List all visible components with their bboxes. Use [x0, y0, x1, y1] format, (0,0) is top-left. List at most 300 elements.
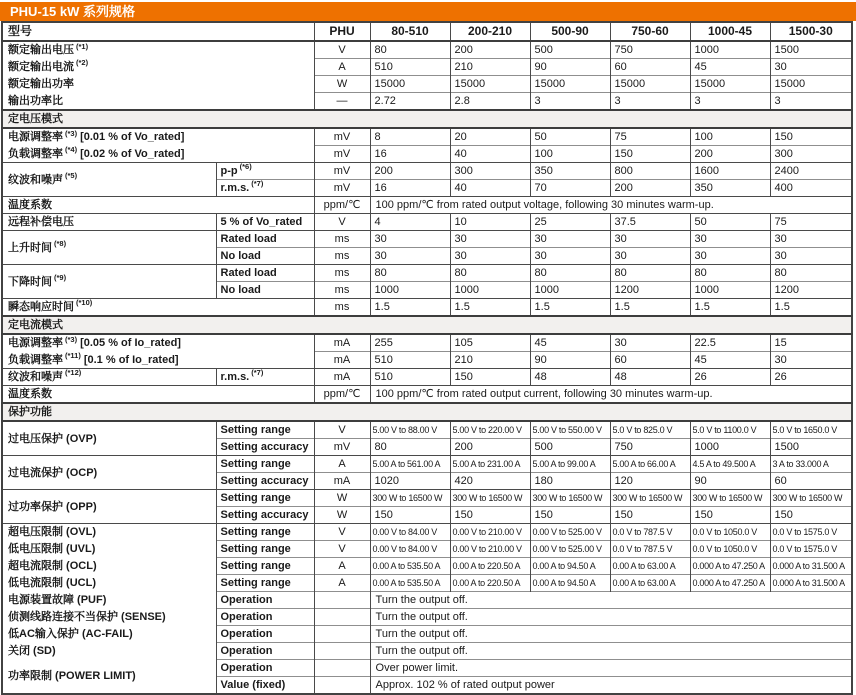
- value-cell: 200: [690, 146, 770, 163]
- value-cell: 5.0 V to 1100.0 V: [690, 421, 770, 439]
- model-header-500-90: 500-90: [530, 22, 610, 41]
- value-cell: 22.5: [690, 334, 770, 352]
- unit-cell: ms: [314, 282, 370, 299]
- value-cell: 0.00 V to 84.00 V: [370, 524, 450, 541]
- value-cell: 10: [450, 214, 530, 231]
- row-label-condition: [0.01 % of Vo_rated]: [80, 131, 185, 144]
- value-cell: 0.00 A to 94.50 A: [530, 575, 610, 592]
- row-label-text: 侦测线路连接不当保护 (SENSE): [8, 611, 166, 623]
- value-cell: 80: [770, 265, 852, 282]
- row-label: [2, 660, 216, 695]
- value-cell: 150: [370, 507, 450, 524]
- unit-cell: [314, 660, 370, 677]
- value-cell: 4: [370, 214, 450, 231]
- row-label: [2, 456, 216, 490]
- value-cell: 30: [450, 231, 530, 248]
- spec-row: [2, 660, 852, 677]
- value-cell: 180: [530, 473, 610, 490]
- sub-label: [216, 163, 314, 180]
- value-cell: 1.5: [610, 299, 690, 317]
- value-cell: 30: [370, 231, 450, 248]
- row-label-text: 温度系数: [8, 388, 52, 400]
- datasheet-page: [0, 2, 856, 695]
- sub-label-text: Setting accuracy: [220, 509, 309, 521]
- sub-label-text: No load: [220, 250, 261, 262]
- footnote-marker: (*8): [54, 238, 67, 248]
- value-cell: 350: [690, 180, 770, 197]
- value-cell: 1600: [690, 163, 770, 180]
- row-label-text: 上升时间: [8, 241, 52, 254]
- value-cell: 2.72: [370, 93, 450, 111]
- unit-cell: ms: [314, 299, 370, 317]
- value-cell: 800: [610, 163, 690, 180]
- unit-cell: mV: [314, 146, 370, 163]
- spec-row: [2, 214, 852, 231]
- value-cell: 0.0 V to 1050.0 V: [690, 524, 770, 541]
- sub-label: [216, 473, 314, 490]
- value-cell: 100: [530, 146, 610, 163]
- footnote-marker: (*9): [54, 272, 67, 282]
- value-cell: 16: [370, 146, 450, 163]
- sub-label: [216, 609, 314, 626]
- sub-label-text: Operation: [220, 662, 273, 674]
- spec-row: [2, 128, 852, 146]
- sub-label: [216, 231, 314, 248]
- value-cell: 200: [450, 41, 530, 59]
- row-label: [2, 299, 314, 317]
- value-cell: 37.5: [610, 214, 690, 231]
- value-cell: 1020: [370, 473, 450, 490]
- value-cell: 1000: [370, 282, 450, 299]
- sub-label: [216, 660, 314, 677]
- spec-row: [2, 609, 852, 626]
- spec-row: [2, 490, 852, 507]
- model-column-header: 型号: [2, 22, 314, 41]
- value-cell: 0.000 A to 47.250 A: [690, 575, 770, 592]
- unit-cell: mV: [314, 180, 370, 197]
- value-cell: 510: [370, 59, 450, 76]
- sub-label: [216, 575, 314, 592]
- unit-cell: A: [314, 456, 370, 473]
- footnote-marker: (*7): [251, 179, 264, 189]
- footnote-marker: (*3): [65, 334, 78, 344]
- spec-row: [2, 59, 852, 76]
- value-cell: 30: [370, 248, 450, 265]
- footnote-marker: (*1): [76, 41, 89, 51]
- section-title: 保护功能: [2, 403, 852, 421]
- spec-row: [2, 456, 852, 473]
- span-value-cell: Turn the output off.: [370, 609, 852, 626]
- row-label-condition: [0.05 % of Io_rated]: [80, 337, 181, 350]
- value-cell: 0.0 V to 1575.0 V: [770, 541, 852, 558]
- unit-cell: mA: [314, 352, 370, 369]
- span-value-cell: Turn the output off.: [370, 643, 852, 660]
- row-label: [2, 146, 314, 163]
- row-label: [2, 386, 314, 404]
- value-cell: 60: [610, 59, 690, 76]
- spec-row: [2, 231, 852, 248]
- section-title: 定电压模式: [2, 110, 852, 128]
- row-label: [2, 231, 216, 265]
- value-cell: 300 W to 16500 W: [770, 490, 852, 507]
- value-cell: 5.0 V to 1650.0 V: [770, 421, 852, 439]
- row-label-text: 负载调整率: [8, 147, 63, 160]
- value-cell: 0.0 V to 787.5 V: [610, 541, 690, 558]
- row-label: [2, 334, 314, 352]
- value-cell: 750: [610, 439, 690, 456]
- sub-label: [216, 248, 314, 265]
- value-cell: 5.00 A to 231.00 A: [450, 456, 530, 473]
- phu-column-header: PHU: [314, 22, 370, 41]
- spec-row: [2, 163, 852, 180]
- value-cell: 300 W to 16500 W: [690, 490, 770, 507]
- value-cell: 2400: [770, 163, 852, 180]
- unit-cell: V: [314, 214, 370, 231]
- sub-label: [216, 524, 314, 541]
- value-cell: 30: [530, 248, 610, 265]
- value-cell: 0.0 V to 1575.0 V: [770, 524, 852, 541]
- row-label-text: 瞬态响应时间: [8, 301, 74, 313]
- value-cell: 30: [770, 59, 852, 76]
- value-cell: 420: [450, 473, 530, 490]
- value-cell: 0.00 A to 63.00 A: [610, 558, 690, 575]
- value-cell: 100: [690, 128, 770, 146]
- footnote-marker: (*3): [65, 128, 78, 138]
- spec-row: [2, 265, 852, 282]
- sub-label-text: Value (fixed): [220, 679, 286, 691]
- row-label-text: 电源调整率: [8, 337, 63, 350]
- sub-label-text: r.m.s.: [220, 182, 250, 194]
- sub-label-text: Setting range: [220, 543, 291, 555]
- row-label-text: 低电压限制 (UVL): [8, 543, 96, 555]
- value-cell: 70: [530, 180, 610, 197]
- row-label-text: 额定输出电压: [8, 44, 74, 57]
- value-cell: 0.00 A to 535.50 A: [370, 575, 450, 592]
- value-cell: 30: [770, 231, 852, 248]
- row-label: [2, 76, 314, 93]
- value-cell: 150: [450, 369, 530, 386]
- unit-cell: A: [314, 558, 370, 575]
- value-cell: 200: [610, 180, 690, 197]
- value-cell: 0.00 V to 84.00 V: [370, 541, 450, 558]
- value-cell: 5.00 A to 66.00 A: [610, 456, 690, 473]
- value-cell: 0.00 A to 63.00 A: [610, 575, 690, 592]
- value-cell: 80: [450, 265, 530, 282]
- sub-label-text: Setting range: [220, 424, 291, 436]
- value-cell: 16: [370, 180, 450, 197]
- footnote-marker: (*10): [76, 298, 93, 308]
- row-label-text: 功率限制 (POWER LIMIT): [8, 670, 136, 683]
- value-cell: 50: [530, 128, 610, 146]
- value-cell: 30: [690, 248, 770, 265]
- value-cell: 30: [530, 231, 610, 248]
- value-cell: 30: [690, 231, 770, 248]
- value-cell: 5.00 A to 561.00 A: [370, 456, 450, 473]
- row-label-text: 低AC输入保护 (AC-FAIL): [8, 628, 133, 640]
- value-cell: 200: [370, 163, 450, 180]
- unit-cell: mV: [314, 128, 370, 146]
- series-title-bar: [0, 2, 856, 21]
- sub-label: [216, 541, 314, 558]
- row-label: [2, 59, 314, 76]
- value-cell: 48: [530, 369, 610, 386]
- value-cell: 80: [530, 265, 610, 282]
- spec-row: [2, 41, 852, 59]
- unit-cell: A: [314, 575, 370, 592]
- value-cell: 150: [530, 507, 610, 524]
- row-label: [2, 128, 314, 146]
- spec-row: [2, 352, 852, 369]
- row-label: [2, 558, 216, 575]
- table-head: [2, 22, 852, 41]
- sub-label: [216, 369, 314, 386]
- value-cell: 400: [770, 180, 852, 197]
- value-cell: 15000: [450, 76, 530, 93]
- unit-cell: [314, 677, 370, 695]
- footnote-marker: (*11): [65, 351, 81, 361]
- sub-label-text: Operation: [220, 645, 273, 657]
- value-cell: 5.00 V to 88.00 V: [370, 421, 450, 439]
- value-cell: 80: [370, 265, 450, 282]
- value-cell: 0.00 A to 220.50 A: [450, 575, 530, 592]
- value-cell: 1.5: [690, 299, 770, 317]
- value-cell: 48: [610, 369, 690, 386]
- sub-label: [216, 265, 314, 282]
- value-cell: 30: [770, 352, 852, 369]
- section-row: [2, 110, 852, 128]
- sub-label-text: Operation: [220, 628, 273, 640]
- spec-row: [2, 76, 852, 93]
- value-cell: 1.5: [450, 299, 530, 317]
- sub-label: [216, 626, 314, 643]
- row-label: [2, 592, 216, 609]
- model-header-80-510: 80-510: [370, 22, 450, 41]
- model-header-200-210: 200-210: [450, 22, 530, 41]
- value-cell: 45: [690, 59, 770, 76]
- value-cell: 5.00 A to 99.00 A: [530, 456, 610, 473]
- value-cell: 1000: [690, 41, 770, 59]
- value-cell: 0.00 V to 525.00 V: [530, 524, 610, 541]
- unit-cell: W: [314, 507, 370, 524]
- sub-label-text: Setting range: [220, 577, 291, 589]
- row-label-text: 超电压限制 (OVL): [8, 526, 96, 539]
- value-cell: 8: [370, 128, 450, 146]
- footnote-marker: (*2): [76, 58, 89, 68]
- spec-row: [2, 643, 852, 660]
- value-cell: 90: [690, 473, 770, 490]
- row-label-condition: [0.02 % of Vo_rated]: [80, 147, 185, 160]
- row-label: [2, 575, 216, 592]
- value-cell: 80: [610, 265, 690, 282]
- value-cell: 30: [770, 248, 852, 265]
- value-cell: 80: [370, 439, 450, 456]
- unit-cell: ms: [314, 265, 370, 282]
- row-label: [2, 265, 216, 299]
- value-cell: 5.0 V to 825.0 V: [610, 421, 690, 439]
- row-label: [2, 163, 216, 197]
- value-cell: 500: [530, 41, 610, 59]
- row-label: [2, 197, 314, 214]
- row-label-text: 电源装置故障 (PUF): [8, 594, 107, 606]
- spec-row: [2, 334, 852, 352]
- sub-label-text: Setting accuracy: [220, 441, 309, 453]
- model-header-1500-30: 1500-30: [770, 22, 852, 41]
- unit-cell: V: [314, 421, 370, 439]
- value-cell: 150: [450, 507, 530, 524]
- value-cell: 0.0 V to 787.5 V: [610, 524, 690, 541]
- value-cell: 80: [690, 265, 770, 282]
- span-value-cell: Approx. 102 % of rated output power: [370, 677, 852, 695]
- row-label: [2, 490, 216, 524]
- value-cell: 750: [610, 41, 690, 59]
- value-cell: 0.00 A to 94.50 A: [530, 558, 610, 575]
- value-cell: 3: [690, 93, 770, 111]
- section-title: 定电流模式: [2, 316, 852, 334]
- value-cell: 30: [450, 248, 530, 265]
- value-cell: 1.5: [530, 299, 610, 317]
- spec-row: [2, 421, 852, 439]
- value-cell: 15000: [370, 76, 450, 93]
- unit-cell: mV: [314, 439, 370, 456]
- value-cell: 26: [690, 369, 770, 386]
- value-cell: 0.00 V to 525.00 V: [530, 541, 610, 558]
- value-cell: 30: [610, 248, 690, 265]
- row-label-condition: [0.1 % of Io_rated]: [83, 353, 179, 366]
- value-cell: 3: [770, 93, 852, 111]
- spec-row: [2, 541, 852, 558]
- row-label: [2, 421, 216, 456]
- value-cell: 210: [450, 59, 530, 76]
- value-cell: 5.00 V to 550.00 V: [530, 421, 610, 439]
- span-value-cell: 100 ppm/℃ from rated output voltage, following 30 minutes warm-up.: [370, 197, 852, 214]
- value-cell: 1000: [690, 282, 770, 299]
- spec-row: [2, 299, 852, 317]
- row-label-text: 纹波和噪声: [8, 371, 63, 383]
- unit-cell: [314, 609, 370, 626]
- row-label-text: 过功率保护 (OPP): [8, 500, 97, 513]
- spec-row: [2, 93, 852, 111]
- unit-cell: [314, 643, 370, 660]
- value-cell: 15000: [770, 76, 852, 93]
- value-cell: 1500: [770, 439, 852, 456]
- sub-label-text: Rated load: [220, 267, 277, 279]
- value-cell: 1000: [450, 282, 530, 299]
- value-cell: 3 A to 33.000 A: [770, 456, 852, 473]
- value-cell: 150: [770, 507, 852, 524]
- unit-cell: —: [314, 93, 370, 111]
- spec-row: [2, 386, 852, 404]
- row-label: [2, 369, 216, 386]
- sub-label-text: Rated load: [220, 233, 277, 245]
- value-cell: 90: [530, 59, 610, 76]
- row-label-text: 电源调整率: [8, 131, 63, 144]
- value-cell: 255: [370, 334, 450, 352]
- sub-label-text: 5 % of Vo_rated: [220, 216, 303, 228]
- span-value-cell: Over power limit.: [370, 660, 852, 677]
- sub-label-text: Setting range: [220, 492, 291, 504]
- row-label-text: 额定输出功率: [8, 78, 74, 90]
- value-cell: 300 W to 16500 W: [610, 490, 690, 507]
- row-label-text: 纹波和噪声: [8, 173, 63, 186]
- value-cell: 0.00 V to 210.00 V: [450, 541, 530, 558]
- value-cell: 90: [530, 352, 610, 369]
- unit-cell: V: [314, 541, 370, 558]
- spec-row: [2, 592, 852, 609]
- sub-label-text: Setting range: [220, 526, 291, 538]
- spec-row: [2, 626, 852, 643]
- value-cell: 150: [610, 507, 690, 524]
- value-cell: 40: [450, 146, 530, 163]
- section-row: [2, 316, 852, 334]
- row-label: [2, 93, 314, 111]
- value-cell: 25: [530, 214, 610, 231]
- spec-row: [2, 369, 852, 386]
- value-cell: 0.000 A to 31.500 A: [770, 575, 852, 592]
- value-cell: 1500: [770, 41, 852, 59]
- value-cell: 75: [610, 128, 690, 146]
- value-cell: 1000: [530, 282, 610, 299]
- value-cell: 40: [450, 180, 530, 197]
- unit-cell: [314, 592, 370, 609]
- value-cell: 510: [370, 369, 450, 386]
- row-label: [2, 643, 216, 660]
- unit-cell: ppm/℃: [314, 386, 370, 404]
- table-body: [2, 41, 852, 694]
- value-cell: 350: [530, 163, 610, 180]
- value-cell: 26: [770, 369, 852, 386]
- row-label-text: 下降时间: [8, 275, 52, 288]
- value-cell: 300 W to 16500 W: [530, 490, 610, 507]
- series-title: PHU-15 kW 系列规格: [10, 4, 135, 19]
- value-cell: 0.00 V to 210.00 V: [450, 524, 530, 541]
- value-cell: 210: [450, 352, 530, 369]
- row-label-text: 负载调整率: [8, 353, 63, 366]
- value-cell: 80: [370, 41, 450, 59]
- value-cell: 300: [770, 146, 852, 163]
- sub-label: [216, 456, 314, 473]
- footnote-marker: (*7): [251, 368, 264, 378]
- value-cell: 0.00 A to 535.50 A: [370, 558, 450, 575]
- sub-label: [216, 180, 314, 197]
- value-cell: 1000: [690, 439, 770, 456]
- unit-cell: W: [314, 490, 370, 507]
- value-cell: 0.0 V to 1050.0 V: [690, 541, 770, 558]
- unit-cell: mV: [314, 163, 370, 180]
- spec-row: [2, 197, 852, 214]
- row-label-text: 额定输出电流: [8, 61, 74, 73]
- unit-cell: A: [314, 59, 370, 76]
- row-label: [2, 214, 216, 231]
- row-label-text: 远程补偿电压: [8, 216, 74, 228]
- value-cell: 45: [530, 334, 610, 352]
- value-cell: 150: [770, 128, 852, 146]
- sub-label: [216, 490, 314, 507]
- row-label-text: 超电流限制 (OCL): [8, 560, 97, 572]
- row-label-text: 低电流限制 (UCL): [8, 577, 96, 589]
- unit-cell: mA: [314, 334, 370, 352]
- footnote-marker: (*5): [65, 170, 78, 180]
- unit-cell: W: [314, 76, 370, 93]
- value-cell: 300: [450, 163, 530, 180]
- value-cell: 1200: [610, 282, 690, 299]
- model-header-750-60: 750-60: [610, 22, 690, 41]
- value-cell: 20: [450, 128, 530, 146]
- footnote-marker: (*6): [239, 162, 252, 172]
- value-cell: 4.5 A to 49.500 A: [690, 456, 770, 473]
- sub-label: [216, 558, 314, 575]
- sub-label-text: Setting accuracy: [220, 475, 309, 487]
- value-cell: 200: [450, 439, 530, 456]
